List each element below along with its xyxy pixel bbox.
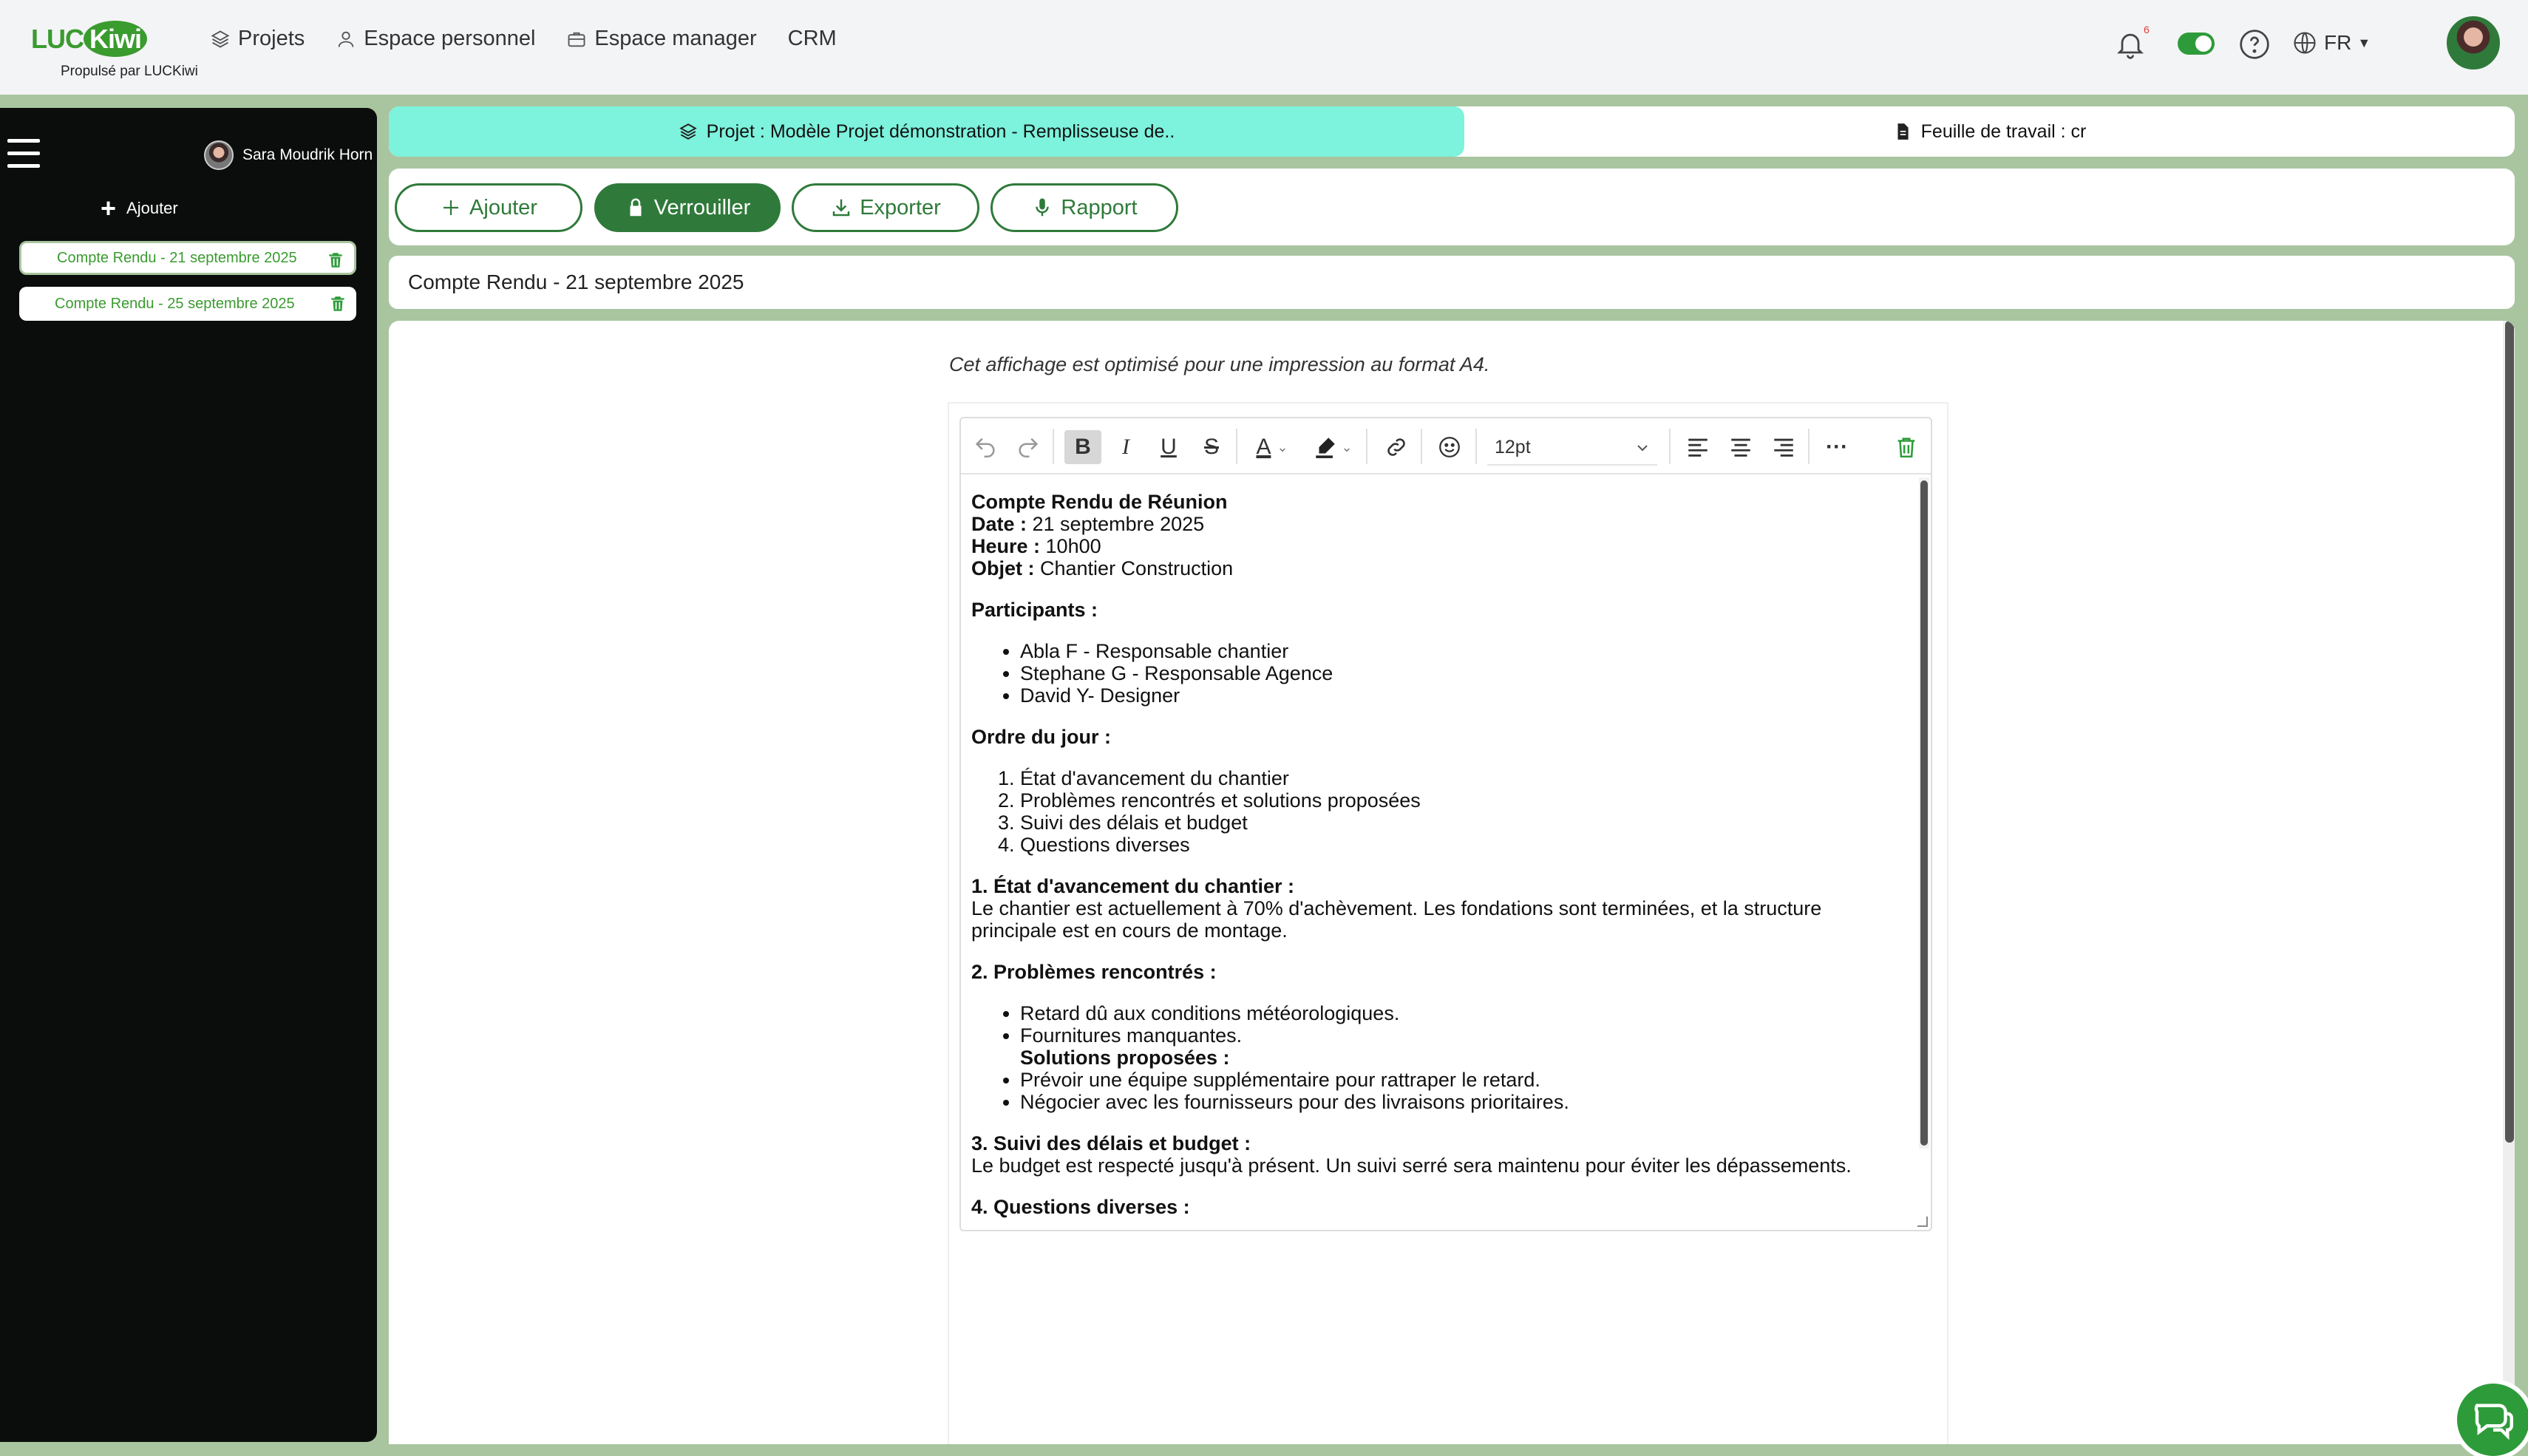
- lock-button[interactable]: [594, 183, 781, 232]
- top-bar: [0, 0, 2528, 95]
- page-scrollbar[interactable]: [2503, 321, 2515, 1444]
- bell-icon[interactable]: [2114, 28, 2147, 61]
- solutions-label: Solutions proposées :: [1020, 1047, 1230, 1069]
- agenda-heading: Ordre du jour :: [971, 726, 1111, 748]
- nav-label: Espace personnel: [364, 27, 536, 50]
- section-1-heading: 1. État d'avancement du chantier :: [971, 875, 1295, 897]
- toolbar-separator: [1669, 429, 1671, 464]
- list-item: • Abla F - Responsable chantier: [1020, 640, 1910, 662]
- logo-subtitle: Propulsé par LUCKiwi: [61, 64, 198, 79]
- date-value: 21 septembre 2025: [1027, 513, 1205, 535]
- subject-label: Objet :: [971, 557, 1035, 579]
- sidebar-document-item[interactable]: [19, 287, 356, 321]
- user-icon: [336, 29, 356, 50]
- main-nav: [210, 27, 837, 51]
- participants-list: [1020, 640, 1910, 707]
- link-icon[interactable]: [1378, 430, 1415, 464]
- nav-projets[interactable]: [210, 27, 305, 51]
- sidebar-add-label: Ajouter: [126, 199, 178, 217]
- time-label: Heure :: [971, 535, 1041, 557]
- section-3-text: Le budget est respecté jusqu'à présent. Un suivi serré sera maintenu pour éviter les dépassements.: [971, 1154, 1852, 1177]
- align-right-icon[interactable]: [1765, 430, 1802, 464]
- app-logo[interactable]: [31, 15, 198, 83]
- delete-icon[interactable]: [1888, 430, 1925, 464]
- italic-icon[interactable]: I: [1122, 435, 1129, 459]
- rich-text-editor[interactable]: [959, 417, 1932, 1231]
- list-item: 1. État d'avancement du chantier: [1020, 767, 1910, 789]
- help-icon[interactable]: [2238, 28, 2271, 61]
- microphone-icon: [1031, 197, 1053, 219]
- document-icon: [1893, 122, 1912, 141]
- nav-label: Espace manager: [594, 27, 757, 50]
- globe-icon: [2291, 30, 2318, 56]
- lock-icon: [625, 197, 647, 219]
- layers-icon: [679, 122, 698, 141]
- plus-icon: [440, 197, 462, 219]
- list-item: • Négocier avec les fournisseurs pour des livraisons prioritaires.: [1020, 1091, 1910, 1113]
- undo-icon[interactable]: [967, 430, 1004, 464]
- toolbar-separator: [1366, 429, 1367, 464]
- document-title: Compte Rendu - 21 septembre 2025: [408, 271, 744, 293]
- sidebar-user: [204, 140, 373, 170]
- font-size-value: 12pt: [1495, 436, 1531, 457]
- resize-handle[interactable]: [1917, 1217, 1928, 1227]
- font-size-select[interactable]: [1487, 430, 1657, 466]
- layers-icon: [210, 29, 231, 50]
- report-heading: Compte Rendu de Réunion: [971, 491, 1228, 513]
- download-icon: [830, 197, 852, 219]
- export-button-label: Exporter: [860, 195, 941, 220]
- plus-icon: +: [101, 193, 117, 223]
- underline-icon[interactable]: U: [1161, 435, 1177, 459]
- list-item: 4. Questions diverses: [1020, 834, 1910, 856]
- logo-wordmark: LUC Kiwi: [31, 24, 147, 55]
- document-title-bar[interactable]: [389, 256, 2515, 309]
- add-button-label: Ajouter: [469, 195, 537, 220]
- align-center-icon[interactable]: [1722, 430, 1759, 464]
- toolbar-separator: [1808, 429, 1810, 464]
- briefcase-icon: [566, 29, 587, 50]
- sidebar: [0, 108, 377, 1442]
- document-item-label: Compte Rendu - 21 septembre 2025: [57, 249, 297, 266]
- section-3-heading: 3. Suivi des délais et budget :: [971, 1132, 1251, 1154]
- report-button[interactable]: [991, 183, 1178, 232]
- emoji-icon[interactable]: [1431, 430, 1468, 464]
- report-button-label: Rapport: [1061, 195, 1138, 220]
- list-item: • Retard dû aux conditions météorologiques.: [1020, 1002, 1910, 1024]
- chevron-down-icon: ▼: [2357, 35, 2371, 50]
- chat-button[interactable]: [2453, 1379, 2528, 1456]
- toolbar-separator: [1053, 429, 1054, 464]
- toolbar-separator: [1421, 429, 1422, 464]
- list-item: 3. Suivi des délais et budget: [1020, 812, 1910, 834]
- agenda-list: [1020, 767, 1910, 856]
- nav-espace-personnel[interactable]: [336, 27, 535, 51]
- print-note: Cet affichage est optimisé pour une impression au format A4.: [949, 353, 1490, 375]
- chevron-down-icon: [1634, 439, 1651, 457]
- problems-list: [1020, 1002, 1910, 1113]
- tab-project[interactable]: [389, 106, 1464, 157]
- editor-toolbar: [961, 418, 1931, 474]
- tab-worksheet[interactable]: [1464, 106, 2515, 157]
- top-right-controls: [2114, 15, 2528, 74]
- user-avatar[interactable]: [2447, 16, 2500, 69]
- chat-bubbles-icon: [2469, 1395, 2518, 1444]
- list-item: • Stephane G - Responsable Agence: [1020, 662, 1910, 684]
- date-label: Date :: [971, 513, 1027, 535]
- document-area: [389, 321, 2515, 1444]
- avatar: [204, 140, 234, 170]
- trash-icon[interactable]: [328, 294, 347, 313]
- lock-button-label: Verrouiller: [653, 195, 751, 220]
- breadcrumb-tabs: [389, 106, 2515, 157]
- bold-icon[interactable]: B: [1064, 430, 1101, 464]
- highlight-icon[interactable]: ⌄: [1305, 430, 1360, 464]
- more-options-icon[interactable]: ···: [1826, 435, 1848, 459]
- nav-label: CRM: [787, 27, 837, 50]
- language-label: FR: [2324, 31, 2352, 54]
- section-1-text: Le chantier est actuellement à 70% d'achèvement. Les fondations sont terminées, et la structure principale est en cours de montage.: [971, 897, 1822, 942]
- list-item: [1020, 1047, 1910, 1069]
- redo-icon[interactable]: [1010, 430, 1047, 464]
- time-value: 10h00: [1040, 535, 1101, 557]
- document-item-label: Compte Rendu - 25 septembre 2025: [55, 295, 295, 312]
- nav-crm[interactable]: [788, 27, 837, 51]
- list-item: • Prévoir une équipe supplémentaire pour rattraper le retard.: [1020, 1069, 1910, 1091]
- hamburger-menu-icon[interactable]: [7, 139, 40, 170]
- trash-icon[interactable]: [326, 251, 345, 270]
- nav-espace-manager[interactable]: [566, 27, 756, 51]
- action-bar: [389, 169, 2515, 245]
- subject-value: Chantier Construction: [1034, 557, 1234, 579]
- align-left-icon[interactable]: [1679, 430, 1716, 464]
- editor-scrollbar[interactable]: [1919, 477, 1929, 1149]
- export-button[interactable]: [792, 183, 979, 232]
- notification-count: 6: [2144, 24, 2150, 35]
- language-selector[interactable]: [2291, 30, 2371, 56]
- participants-heading: Participants :: [971, 599, 1098, 621]
- add-button[interactable]: [395, 183, 582, 232]
- toolbar-separator: [1475, 429, 1477, 464]
- list-item: • David Y- Designer: [1020, 684, 1910, 707]
- section-4-heading: 4. Questions diverses :: [971, 1196, 1190, 1218]
- list-item: • Fournitures manquantes.: [1020, 1024, 1910, 1047]
- tab-project-label: Projet : Modèle Projet démonstration - Remplisseuse de..: [706, 120, 1175, 142]
- mode-toggle[interactable]: [2178, 33, 2215, 55]
- strikethrough-icon[interactable]: S: [1203, 435, 1219, 459]
- editor-content[interactable]: [971, 491, 1910, 1227]
- tab-worksheet-label: Feuille de travail : cr: [1920, 120, 2087, 142]
- list-item: 2. Problèmes rencontrés et solutions proposées: [1020, 789, 1910, 812]
- sidebar-add-button[interactable]: [101, 193, 178, 223]
- nav-label: Projets: [238, 27, 305, 50]
- sidebar-document-item[interactable]: [19, 241, 356, 275]
- text-color-icon[interactable]: A ⌄: [1256, 435, 1288, 459]
- toolbar-separator: [1236, 429, 1237, 464]
- section-2-heading: 2. Problèmes rencontrés :: [971, 961, 1217, 983]
- user-name: Sara Moudrik Horn: [242, 146, 373, 163]
